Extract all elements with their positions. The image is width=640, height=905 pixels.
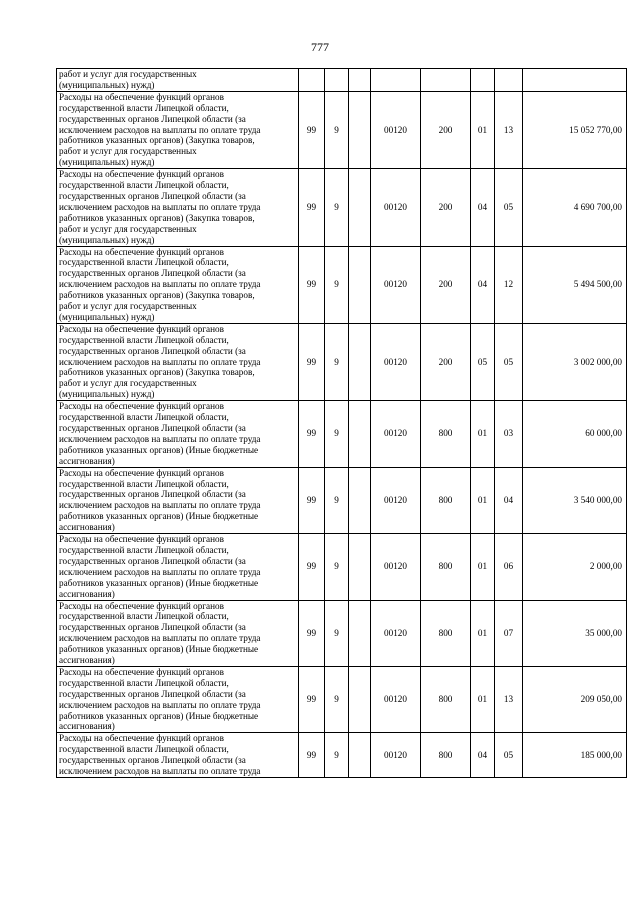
subsection-code-cell: 05 [495,169,523,246]
code-om-cell [349,733,371,778]
item-description-cell: Расходы на обеспечение функций органов государственной власти Липецкой области, государственных органов Липецкой области (за исключением расходов на выплаты по оплате труда [57,733,299,778]
code-gp-cell [299,69,325,92]
code-gp-cell: 99 [299,467,325,533]
table-row [57,467,627,533]
subsection-code-cell: 03 [495,401,523,467]
amount-cell: 4 690 700,00 [523,169,627,246]
amount-cell: 35 000,00 [523,600,627,666]
table-row [57,69,627,92]
subsection-code-cell: 13 [495,91,523,168]
code-gp-cell: 99 [299,246,325,323]
expense-type-cell: 200 [421,169,471,246]
section-code-cell: 01 [471,467,495,533]
section-code-cell: 04 [471,169,495,246]
code-om-cell [349,401,371,467]
code-direction-cell: 00120 [371,401,421,467]
code-om-cell [349,69,371,92]
expense-type-cell [421,69,471,92]
code-direction-cell: 00120 [371,246,421,323]
subsection-code-cell: 07 [495,600,523,666]
subsection-code-cell: 04 [495,467,523,533]
item-description-cell: Расходы на обеспечение функций органов государственной власти Липецкой области, государственных органов Липецкой области (за исключением расходов на выплаты по оплате труда работников указанных органов) (Закупка товаров, работ и услуг для государственных (муниципальных) нужд) [57,91,299,168]
code-om-cell [349,323,371,400]
table-row [57,534,627,600]
section-code-cell: 01 [471,534,495,600]
item-description-cell: Расходы на обеспечение функций органов государственной власти Липецкой области, государственных органов Липецкой области (за исключением расходов на выплаты по оплате труда работников указанных органов) (Иные бюджетные ассигнования) [57,467,299,533]
code-gp-cell: 99 [299,401,325,467]
code-pgp-cell: 9 [325,91,349,168]
item-description-cell: Расходы на обеспечение функций органов государственной власти Липецкой области, государственных органов Липецкой области (за исключением расходов на выплаты по оплате труда работников указанных органов) (Закупка товаров, работ и услуг для государственных (муниципальных) нужд) [57,323,299,400]
section-code-cell: 01 [471,91,495,168]
table-row [57,246,627,323]
section-code-cell: 04 [471,733,495,778]
code-om-cell [349,534,371,600]
expense-type-cell: 800 [421,600,471,666]
code-direction-cell: 00120 [371,733,421,778]
table-row [57,91,627,168]
code-pgp-cell [325,69,349,92]
code-om-cell [349,169,371,246]
expense-type-cell: 200 [421,91,471,168]
code-direction-cell: 00120 [371,666,421,732]
item-description-cell: работ и услуг для государственных (муниципальных) нужд) [57,69,299,92]
code-pgp-cell: 9 [325,401,349,467]
table-row [57,401,627,467]
expense-type-cell: 800 [421,467,471,533]
code-om-cell [349,666,371,732]
code-direction-cell: 00120 [371,169,421,246]
code-om-cell [349,246,371,323]
code-gp-cell: 99 [299,169,325,246]
amount-cell: 185 000,00 [523,733,627,778]
subsection-code-cell [495,69,523,92]
section-code-cell: 05 [471,323,495,400]
code-pgp-cell: 9 [325,534,349,600]
item-description-cell: Расходы на обеспечение функций органов государственной власти Липецкой области, государственных органов Липецкой области (за исключением расходов на выплаты по оплате труда работников указанных органов) (Иные бюджетные ассигнования) [57,401,299,467]
expense-type-cell: 200 [421,323,471,400]
section-code-cell: 01 [471,666,495,732]
code-gp-cell: 99 [299,733,325,778]
code-om-cell [349,91,371,168]
table-row [57,169,627,246]
budget-table [56,68,627,778]
subsection-code-cell: 13 [495,666,523,732]
code-direction-cell: 00120 [371,91,421,168]
table-row [57,666,627,732]
code-direction-cell [371,69,421,92]
subsection-code-cell: 05 [495,733,523,778]
code-gp-cell: 99 [299,91,325,168]
amount-cell: 3 540 000,00 [523,467,627,533]
table-row [57,733,627,778]
item-description-cell: Расходы на обеспечение функций органов государственной власти Липецкой области, государственных органов Липецкой области (за исключением расходов на выплаты по оплате труда работников указанных органов) (Иные бюджетные ассигнования) [57,666,299,732]
table-body [57,69,627,778]
item-description-cell: Расходы на обеспечение функций органов государственной власти Липецкой области, государственных органов Липецкой области (за исключением расходов на выплаты по оплате труда работников указанных органов) (Иные бюджетные ассигнования) [57,600,299,666]
code-direction-cell: 00120 [371,534,421,600]
code-pgp-cell: 9 [325,666,349,732]
code-pgp-cell: 9 [325,600,349,666]
code-om-cell [349,467,371,533]
code-gp-cell: 99 [299,323,325,400]
amount-cell: 5 494 500,00 [523,246,627,323]
code-direction-cell: 00120 [371,467,421,533]
code-pgp-cell: 9 [325,733,349,778]
subsection-code-cell: 12 [495,246,523,323]
expense-type-cell: 800 [421,666,471,732]
expense-type-cell: 800 [421,733,471,778]
expense-type-cell: 200 [421,246,471,323]
code-om-cell [349,600,371,666]
expense-type-cell: 800 [421,534,471,600]
code-gp-cell: 99 [299,534,325,600]
subsection-code-cell: 05 [495,323,523,400]
code-pgp-cell: 9 [325,467,349,533]
code-pgp-cell: 9 [325,169,349,246]
amount-cell: 60 000,00 [523,401,627,467]
code-gp-cell: 99 [299,666,325,732]
expense-type-cell: 800 [421,401,471,467]
subsection-code-cell: 06 [495,534,523,600]
section-code-cell: 01 [471,401,495,467]
code-direction-cell: 00120 [371,600,421,666]
page-number: 777 [311,40,329,54]
amount-cell: 15 052 770,00 [523,91,627,168]
item-description-cell: Расходы на обеспечение функций органов государственной власти Липецкой области, государственных органов Липецкой области (за исключением расходов на выплаты по оплате труда работников указанных органов) (Закупка товаров, работ и услуг для государственных (муниципальных) нужд) [57,246,299,323]
amount-cell: 3 002 000,00 [523,323,627,400]
amount-cell: 2 000,00 [523,534,627,600]
section-code-cell: 01 [471,600,495,666]
table-row [57,323,627,400]
section-code-cell: 04 [471,246,495,323]
table-row [57,600,627,666]
amount-cell: 209 050,00 [523,666,627,732]
item-description-cell: Расходы на обеспечение функций органов государственной власти Липецкой области, государственных органов Липецкой области (за исключением расходов на выплаты по оплате труда работников указанных органов) (Закупка товаров, работ и услуг для государственных (муниципальных) нужд) [57,169,299,246]
code-pgp-cell: 9 [325,246,349,323]
amount-cell [523,69,627,92]
code-pgp-cell: 9 [325,323,349,400]
section-code-cell [471,69,495,92]
item-description-cell: Расходы на обеспечение функций органов государственной власти Липецкой области, государственных органов Липецкой области (за исключением расходов на выплаты по оплате труда работников указанных органов) (Иные бюджетные ассигнования) [57,534,299,600]
code-gp-cell: 99 [299,600,325,666]
code-direction-cell: 00120 [371,323,421,400]
